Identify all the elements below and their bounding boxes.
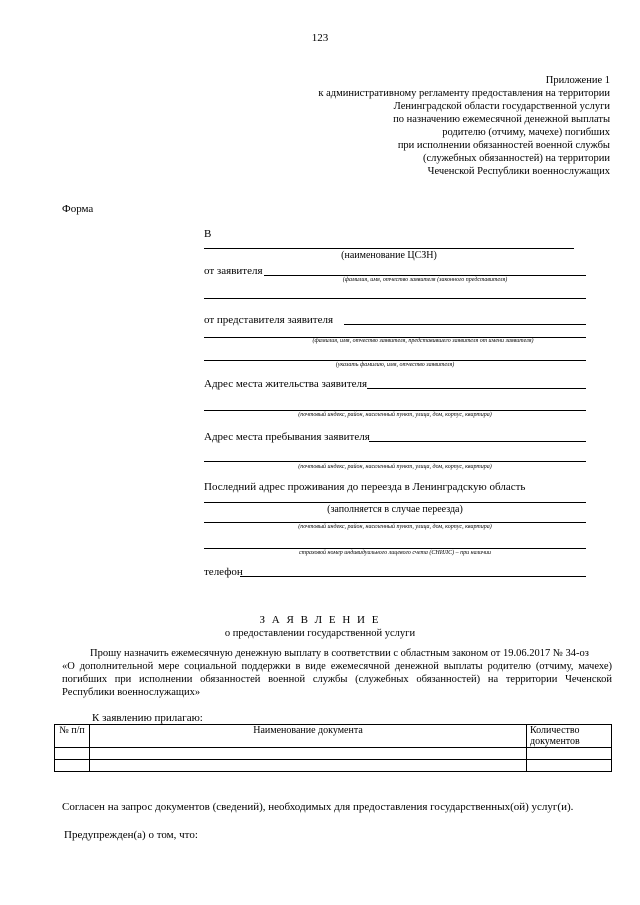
statement-title: З А Я В Л Е Н И Е: [259, 614, 381, 626]
attachments-table: [54, 724, 612, 772]
statement-subtitle: о предоставлении государственной услуги: [224, 628, 416, 639]
consent-text: Согласен на запрос документов (сведений), необходимых для предоставления государственных(ой) услуг(и).: [62, 801, 574, 813]
residence-field-2[interactable]: [204, 410, 586, 411]
representative-caption-2: (указать фамилию, имя, отчество заявителя): [335, 362, 455, 368]
snils-field[interactable]: [204, 548, 586, 549]
table-cell[interactable]: [55, 760, 90, 772]
appendix-line: по назначению ежемесячной денежной выплаты: [393, 114, 610, 125]
appendix-line: (служебных обязанностей) на территории: [422, 153, 610, 164]
table-cell[interactable]: [90, 748, 527, 760]
attachments-label: К заявлению прилагаю:: [92, 712, 203, 724]
appendix-header: [250, 74, 610, 178]
warning-text: Предупрежден(а) о том, что:: [64, 829, 198, 841]
table-row: [55, 760, 612, 772]
last-address-note: (заполняется в случае переезда): [327, 504, 463, 515]
from-applicant-field[interactable]: [264, 275, 586, 276]
table-cell[interactable]: [55, 748, 90, 760]
residence-field[interactable]: [367, 388, 586, 389]
phone-label: телефон: [204, 566, 243, 578]
table-row: [55, 748, 612, 760]
statement-paragraph: [62, 647, 612, 699]
representative-field-3[interactable]: [204, 360, 586, 361]
table-cell[interactable]: [90, 760, 527, 772]
representative-label: от представителя заявителя: [204, 314, 334, 326]
appendix-line: Чеченской Республики военнослужащих: [427, 166, 610, 177]
stay-caption: (почтовый индекс, район, населенный пункт, улица, дом, корпус, квартира): [298, 464, 492, 470]
statement-paragraph-first: Прошу назначить ежемесячную денежную выплату в соответствии с областным законом от 19.06.2017 № 34-оз: [90, 648, 589, 659]
representative-field[interactable]: [344, 324, 586, 325]
column-document-count: Количество документов: [527, 725, 612, 748]
stay-label: Адрес места пребывания заявителя: [204, 431, 370, 443]
last-address-field[interactable]: [204, 502, 586, 503]
last-address-field-2[interactable]: [204, 522, 586, 523]
appendix-line: Приложение 1: [545, 75, 610, 86]
appendix-line: Ленинградской области государственной услуги: [393, 101, 610, 112]
to-field[interactable]: [204, 248, 574, 249]
table-header-row: [55, 725, 612, 748]
column-number: № п/п: [55, 725, 90, 748]
from-applicant-caption: (фамилия, имя, отчество заявителя (законного представителя): [342, 277, 508, 283]
residence-label: Адрес места жительства заявителя: [204, 378, 368, 390]
table-cell[interactable]: [527, 760, 612, 772]
form-label: Форма: [62, 203, 94, 215]
representative-caption: (фамилия, имя, отчество заявителя, представившего заявителя от имени заявителя): [312, 338, 534, 344]
last-address-caption: (почтовый индекс, район, населенный пункт, улица, дом, корпус, квартира): [298, 524, 492, 530]
appendix-line: родителю (отчиму, мачехе) погибших: [442, 127, 610, 138]
appendix-line: при исполнении обязанностей военной службы: [397, 140, 610, 151]
stay-field-2[interactable]: [204, 461, 586, 462]
table-cell[interactable]: [527, 748, 612, 760]
page-number: 123: [311, 32, 329, 44]
from-applicant-label: от заявителя: [204, 265, 263, 277]
to-label: В: [204, 228, 212, 240]
snils-caption: страховой номер индивидуального лицевого счета (СНИЛС) – при наличии: [298, 550, 492, 556]
column-document-name: Наименование документа: [90, 725, 527, 748]
statement-paragraph-rest: «О дополнительной мере социальной поддержки в виде ежемесячной денежной выплаты родителю (отчиму, мачехе) погибших при исполнении обязанностей военной службы (служебных обязанностей) на территории Чеченской Республики военнослужащих»: [62, 661, 612, 698]
last-address-label: Последний адрес проживания до переезда в Ленинградскую область: [204, 481, 526, 493]
phone-field[interactable]: [240, 576, 586, 577]
residence-caption: (почтовый индекс, район, населенный пункт, улица, дом, корпус, квартира): [298, 412, 492, 418]
stay-field[interactable]: [369, 441, 586, 442]
appendix-line: к административному регламенту предоставления на территории: [318, 88, 610, 99]
from-applicant-field-2[interactable]: [204, 298, 586, 299]
to-caption: (наименование ЦСЗН): [341, 250, 437, 261]
